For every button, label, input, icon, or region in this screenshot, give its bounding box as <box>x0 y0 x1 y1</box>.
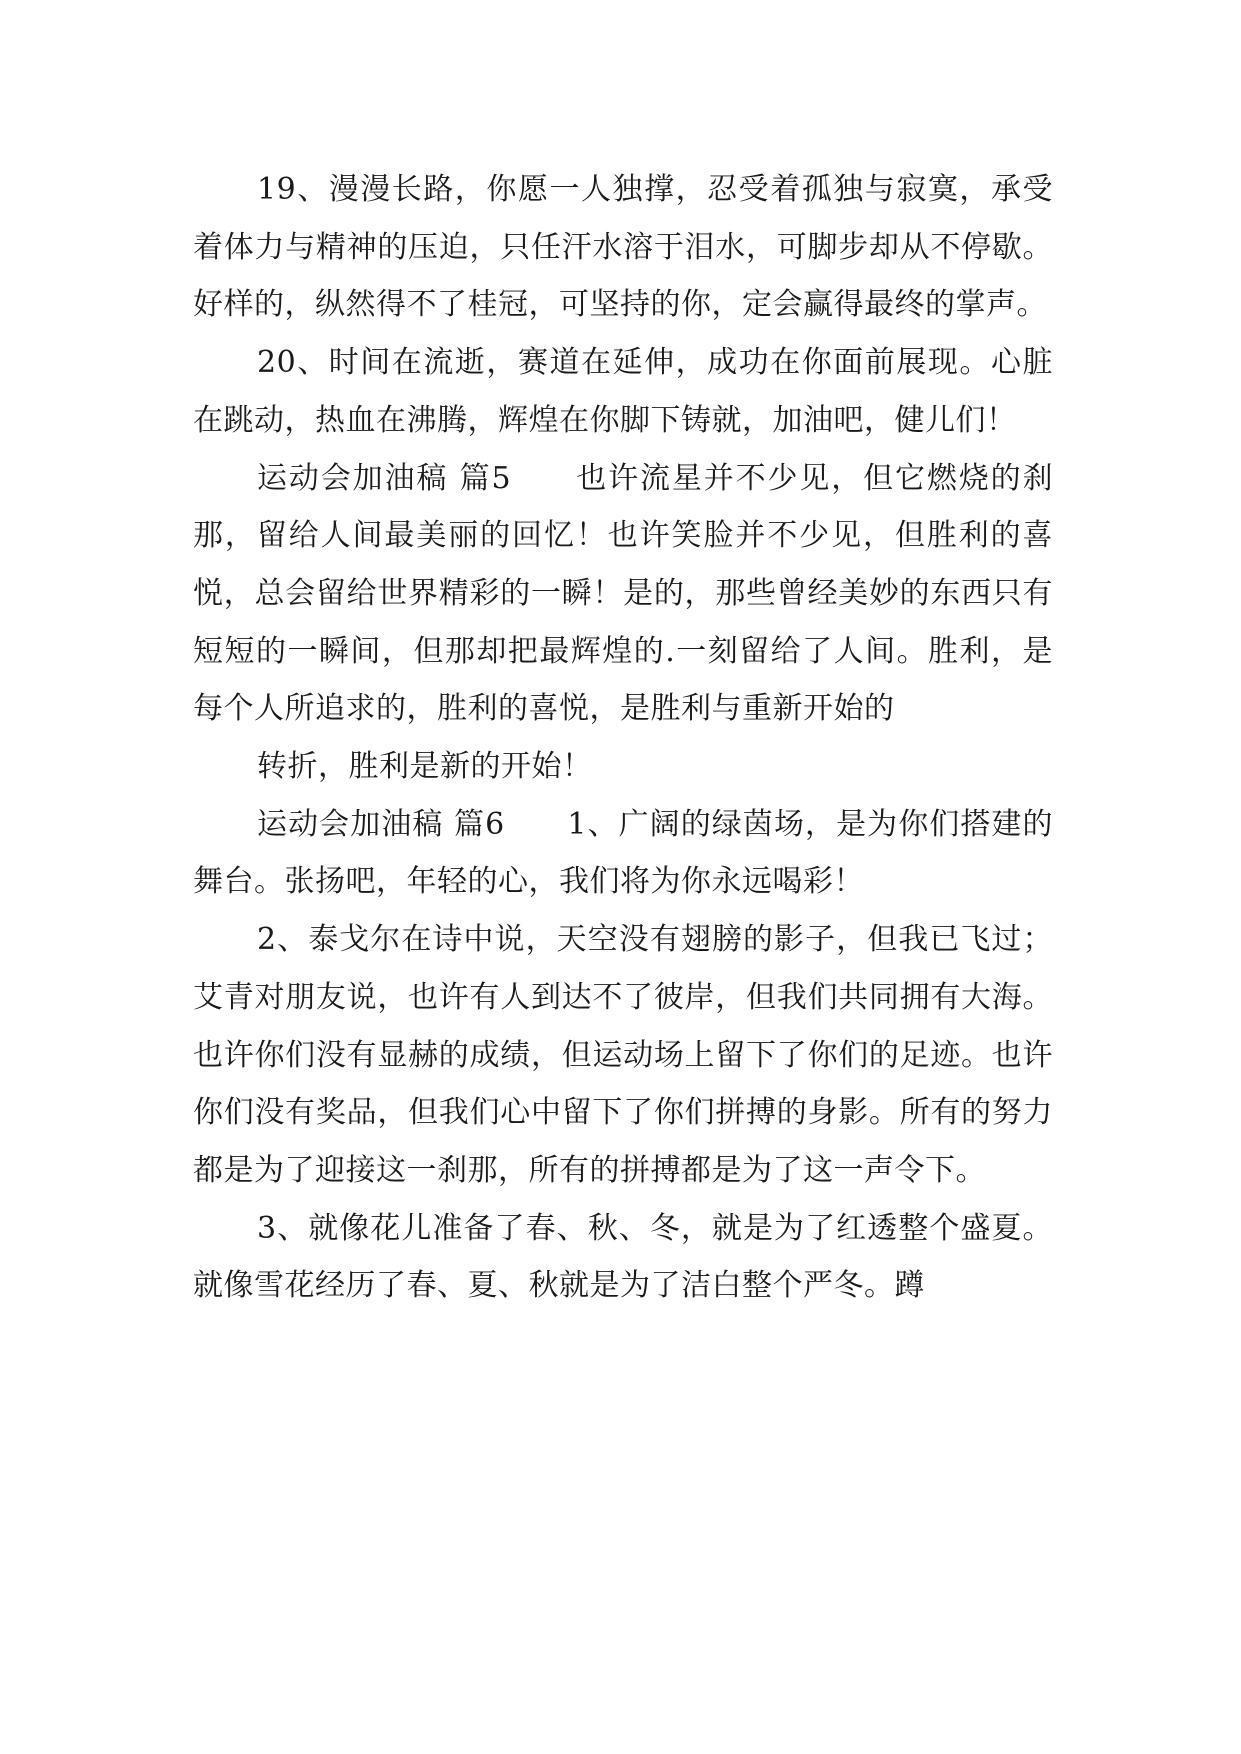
paragraph-section-5: 运动会加油稿 篇5 也许流星并不少见，但它燃烧的刹那，留给人间最美丽的回忆！也许笑脸并不少见，但胜利的喜悦，总会留给世界精彩的一瞬！是的，那些曾经美妙的东西只有短短的一瞬间，但那却把最辉煌的.一刻留给了人间。胜利，是每个人所追求的，胜利的喜悦，是胜利与重新开始的 <box>193 460 1053 727</box>
paragraph-3: 3、就像花儿准备了春、秋、冬，就是为了红透整个盛夏。就像雪花经历了春、夏、秋就是为了洁白整个严冬。蹲 <box>193 1210 1053 1304</box>
paragraph-19: 19、漫漫长路，你愿一人独撑，忍受着孤独与寂寞，承受着体力与精神的压迫，只任汗水溶于泪水，可脚步却从不停歇。好样的，纵然得不了桂冠，可坚持的你，定会赢得最终的掌声。 <box>193 172 1053 323</box>
document-body <box>193 161 1053 1315</box>
paragraph-2: 2、泰戈尔在诗中说，天空没有翅膀的影子，但我已飞过；艾青对朋友说，也许有人到达不了彼岸，但我们共同拥有大海。也许你们没有显赫的成绩，但运动场上留下了你们的足迹。也许你们没有奖品，但我们心中留下了你们拼搏的身影。所有的努力都是为了迎接这一刹那，所有的拼搏都是为了这一声令下。 <box>193 922 1053 1188</box>
paragraph-section-6: 运动会加油稿 篇6 1、广阔的绿茵场，是为你们搭建的舞台。张扬吧，年轻的心，我们将为你永远喝彩！ <box>193 806 1053 900</box>
paragraph-section-5-end: 转折，胜利是新的开始！ <box>257 749 593 785</box>
paragraph-20: 20、时间在流逝，赛道在延伸，成功在你面前展现。心脏在跳动，热血在沸腾，辉煌在你脚下铸就，加油吧，健儿们！ <box>193 345 1053 438</box>
